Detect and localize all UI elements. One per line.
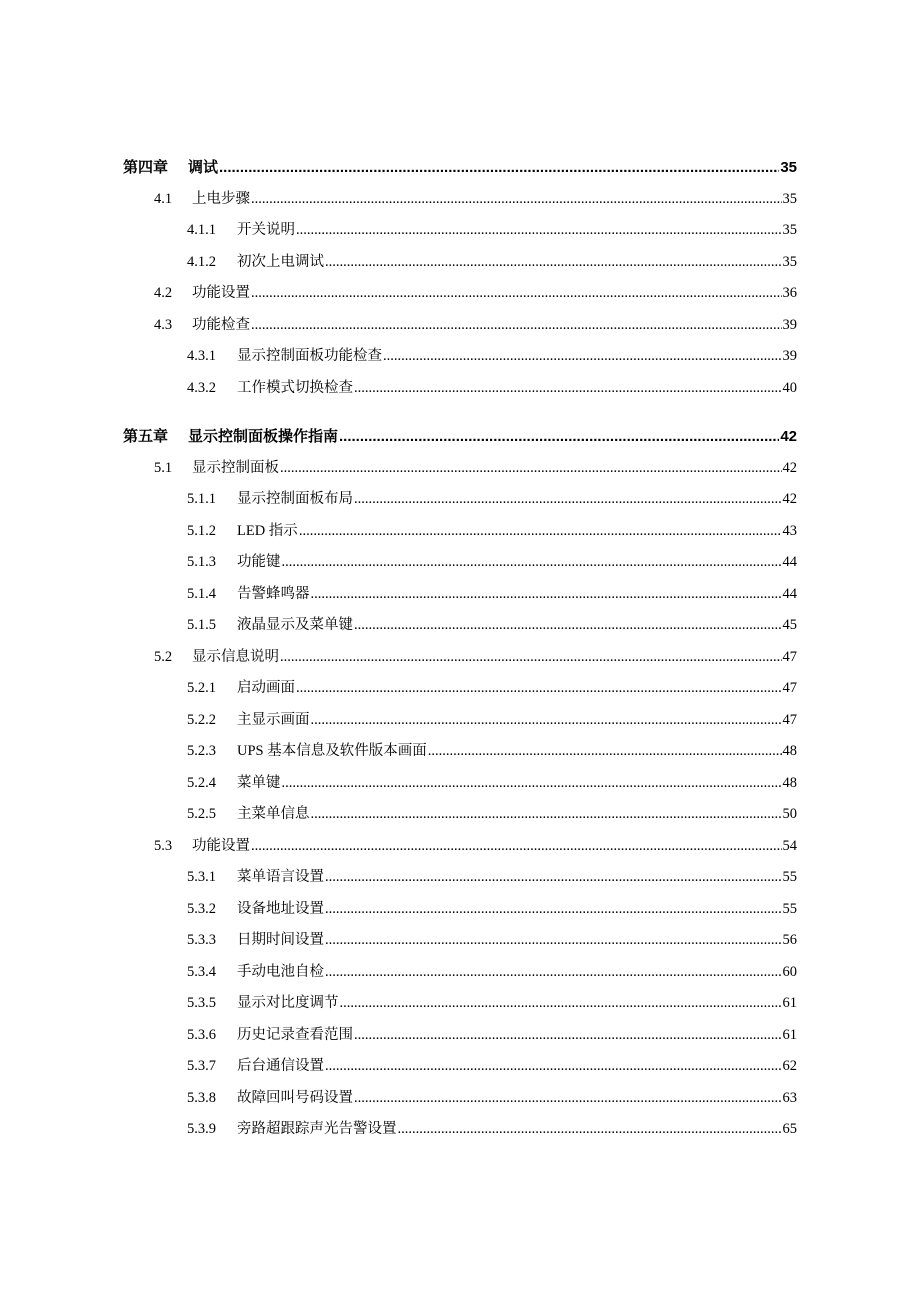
toc-entry-5-2[interactable] <box>123 642 797 674</box>
section-number: 5.2.4 <box>187 774 216 791</box>
page-number: 45 <box>782 617 797 633</box>
page-number: 63 <box>782 1089 797 1106</box>
section-number: 4.2 <box>154 285 173 301</box>
page-number: 42 <box>782 459 797 476</box>
toc-entry-4-1-1[interactable] <box>123 215 797 247</box>
section-number: 5.1.2 <box>187 522 216 539</box>
page-number: 43 <box>782 522 797 539</box>
section-number: 5.1.4 <box>187 585 216 602</box>
toc-entry-5-1-4[interactable] <box>123 579 797 611</box>
toc-chapter-4[interactable] <box>123 152 797 184</box>
toc-entry-5-3-9[interactable] <box>123 1114 797 1146</box>
dot-leader <box>325 894 782 926</box>
section-title: 显示控制面板功能检查 <box>237 348 382 364</box>
dot-leader <box>325 247 782 279</box>
dot-leader <box>325 957 782 989</box>
section-title: 菜单键 <box>237 774 281 791</box>
toc-entry-4-3-2[interactable] <box>123 373 797 405</box>
section-title: 菜单语言设置 <box>237 869 324 885</box>
toc-entry-5-3-8[interactable] <box>123 1083 797 1115</box>
section-number: 5.1 <box>154 459 173 476</box>
chapter-number: 第四章 <box>123 159 169 176</box>
dot-leader <box>340 988 782 1020</box>
section-number: 5.3.5 <box>187 995 216 1011</box>
toc-entry-5-3-5[interactable] <box>123 988 797 1020</box>
section-number: 5.3.9 <box>187 1121 216 1137</box>
page-number: 47 <box>782 680 797 696</box>
chapter-title: 调试 <box>188 159 219 176</box>
section-title: 历史记录查看范围 <box>237 1026 353 1043</box>
toc-entry-5-2-3[interactable] <box>123 736 797 768</box>
section-title: 显示信息说明 <box>192 648 279 665</box>
page-number: 44 <box>782 585 797 602</box>
dot-leader <box>282 547 782 579</box>
section-number: 5.3.3 <box>187 932 216 948</box>
section-number: 5.2.3 <box>187 743 216 759</box>
toc-entry-4-2[interactable] <box>123 278 797 310</box>
section-title: 工作模式切换检查 <box>237 379 353 396</box>
dot-leader <box>280 453 782 485</box>
page-number: 39 <box>782 348 797 364</box>
page-number: 35 <box>782 253 797 270</box>
page-number: 60 <box>782 963 797 980</box>
section-title: 启动画面 <box>237 680 295 696</box>
page-number: 42 <box>782 491 797 507</box>
section-number: 5.2 <box>154 648 173 665</box>
section-number: 5.3 <box>154 837 173 854</box>
section-number: 5.1.3 <box>187 554 216 570</box>
section-number: 5.2.5 <box>187 806 216 822</box>
page-number: 47 <box>782 648 797 665</box>
toc-entry-5-3-6[interactable] <box>123 1020 797 1052</box>
page-number: 50 <box>782 806 797 822</box>
section-title: 告警蜂鸣器 <box>237 585 310 602</box>
section-title: 主显示画面 <box>237 711 310 728</box>
section-number: 5.3.7 <box>187 1058 216 1074</box>
section-number: 4.3.1 <box>187 348 216 364</box>
dot-leader <box>311 799 782 831</box>
section-number: 4.1 <box>154 190 173 207</box>
page-number: 48 <box>782 743 797 759</box>
section-title: 上电步骤 <box>192 190 250 207</box>
section-number: 5.1.5 <box>187 617 216 633</box>
page-number: 55 <box>782 869 797 885</box>
section-number: 4.3.2 <box>187 379 216 396</box>
section-title: 开关说明 <box>237 222 295 238</box>
section-title: 设备地址设置 <box>237 900 324 917</box>
dot-leader <box>311 579 782 611</box>
section-number: 5.2.2 <box>187 711 216 728</box>
dot-leader <box>354 1020 782 1052</box>
toc-entry-5-3-3[interactable] <box>123 925 797 957</box>
dot-leader <box>282 768 782 800</box>
dot-leader <box>296 673 782 705</box>
page-number: 55 <box>782 900 797 917</box>
section-title: 初次上电调试 <box>237 253 324 270</box>
toc-chapter-5[interactable] <box>123 421 797 453</box>
section-number: 4.1.1 <box>187 222 216 238</box>
page-number: 42 <box>780 428 797 445</box>
toc-entry-5-3-2[interactable] <box>123 894 797 926</box>
section-title: 后台通信设置 <box>237 1058 324 1074</box>
toc-entry-5-2-5[interactable] <box>123 799 797 831</box>
toc-entry-5-3-4[interactable] <box>123 957 797 989</box>
toc-entry-4-1-2[interactable] <box>123 247 797 279</box>
dot-leader <box>296 215 782 247</box>
section-number: 4.3 <box>154 316 173 333</box>
page-number: 56 <box>782 932 797 948</box>
page-number: 54 <box>782 837 797 854</box>
section-number: 5.3.8 <box>187 1089 216 1106</box>
section-title: 功能键 <box>237 554 281 570</box>
section-number: 5.2.1 <box>187 680 216 696</box>
page-number: 47 <box>782 711 797 728</box>
dot-leader <box>354 373 782 405</box>
page-number: 62 <box>782 1058 797 1074</box>
toc-entry-5-1-5[interactable] <box>123 610 797 642</box>
toc-entry-5-3[interactable] <box>123 831 797 863</box>
dot-leader <box>311 705 782 737</box>
page-number: 40 <box>782 379 797 396</box>
toc-entry-5-2-4[interactable] <box>123 768 797 800</box>
dot-leader <box>354 1083 782 1115</box>
dot-leader <box>280 642 782 674</box>
dot-leader <box>251 831 782 863</box>
dot-leader <box>325 862 782 894</box>
page-number: 61 <box>782 1026 797 1043</box>
section-number: 4.1.2 <box>187 253 216 270</box>
section-title: 手动电池自检 <box>237 963 324 980</box>
toc-entry-5-2-2[interactable] <box>123 705 797 737</box>
toc-entry-5-2-1[interactable] <box>123 673 797 705</box>
toc-entry-5-1-3[interactable] <box>123 547 797 579</box>
toc-entry-5-3-1[interactable] <box>123 862 797 894</box>
section-number: 5.3.2 <box>187 900 216 917</box>
section-number: 5.3.6 <box>187 1026 216 1043</box>
section-number: 5.1.1 <box>187 491 216 507</box>
dot-leader <box>325 1051 782 1083</box>
section-title: 旁路超跟踪声光告警设置 <box>237 1121 397 1137</box>
toc-entry-5-1-2[interactable] <box>123 516 797 548</box>
section-title: 液晶显示及菜单键 <box>237 617 353 633</box>
section-title: UPS 基本信息及软件版本画面 <box>237 743 427 759</box>
section-title: 故障回叫号码设置 <box>237 1089 353 1106</box>
chapter-gap <box>123 404 797 421</box>
dot-leader <box>219 152 779 184</box>
section-title: 主菜单信息 <box>237 806 310 822</box>
table-of-contents <box>123 152 797 1146</box>
section-title: 显示控制面板 <box>192 459 279 476</box>
page-number: 39 <box>782 316 797 333</box>
page-number: 65 <box>782 1121 797 1137</box>
section-number: 5.3.1 <box>187 869 216 885</box>
dot-leader <box>398 1114 782 1146</box>
dot-leader <box>428 736 782 768</box>
section-title: LED 指示 <box>237 522 298 539</box>
dot-leader <box>383 341 782 373</box>
page-number: 44 <box>782 554 797 570</box>
toc-entry-5-1-1[interactable] <box>123 484 797 516</box>
section-title: 显示控制面板布局 <box>237 491 353 507</box>
toc-entry-5-3-7[interactable] <box>123 1051 797 1083</box>
dot-leader <box>354 610 782 642</box>
page-number: 35 <box>782 222 797 238</box>
toc-entry-4-3-1[interactable] <box>123 341 797 373</box>
toc-entry-4-1[interactable] <box>123 184 797 216</box>
page-number: 35 <box>780 159 797 176</box>
page-number: 36 <box>782 285 797 301</box>
dot-leader <box>251 278 782 310</box>
section-title: 功能检查 <box>192 316 250 333</box>
toc-entry-4-3[interactable] <box>123 310 797 342</box>
dot-leader <box>251 310 782 342</box>
page-number: 35 <box>782 190 797 207</box>
page-number: 61 <box>782 995 797 1011</box>
toc-entry-5-1[interactable] <box>123 453 797 485</box>
page-number: 48 <box>782 774 797 791</box>
section-title: 显示对比度调节 <box>237 995 339 1011</box>
section-title: 功能设置 <box>192 837 250 854</box>
dot-leader <box>339 421 779 453</box>
chapter-title: 显示控制面板操作指南 <box>188 428 339 445</box>
section-number: 5.3.4 <box>187 963 216 980</box>
section-title: 功能设置 <box>192 285 250 301</box>
dot-leader <box>251 184 782 216</box>
dot-leader <box>299 516 782 548</box>
dot-leader <box>354 484 782 516</box>
section-title: 日期时间设置 <box>237 932 324 948</box>
dot-leader <box>325 925 782 957</box>
chapter-number: 第五章 <box>123 428 169 445</box>
